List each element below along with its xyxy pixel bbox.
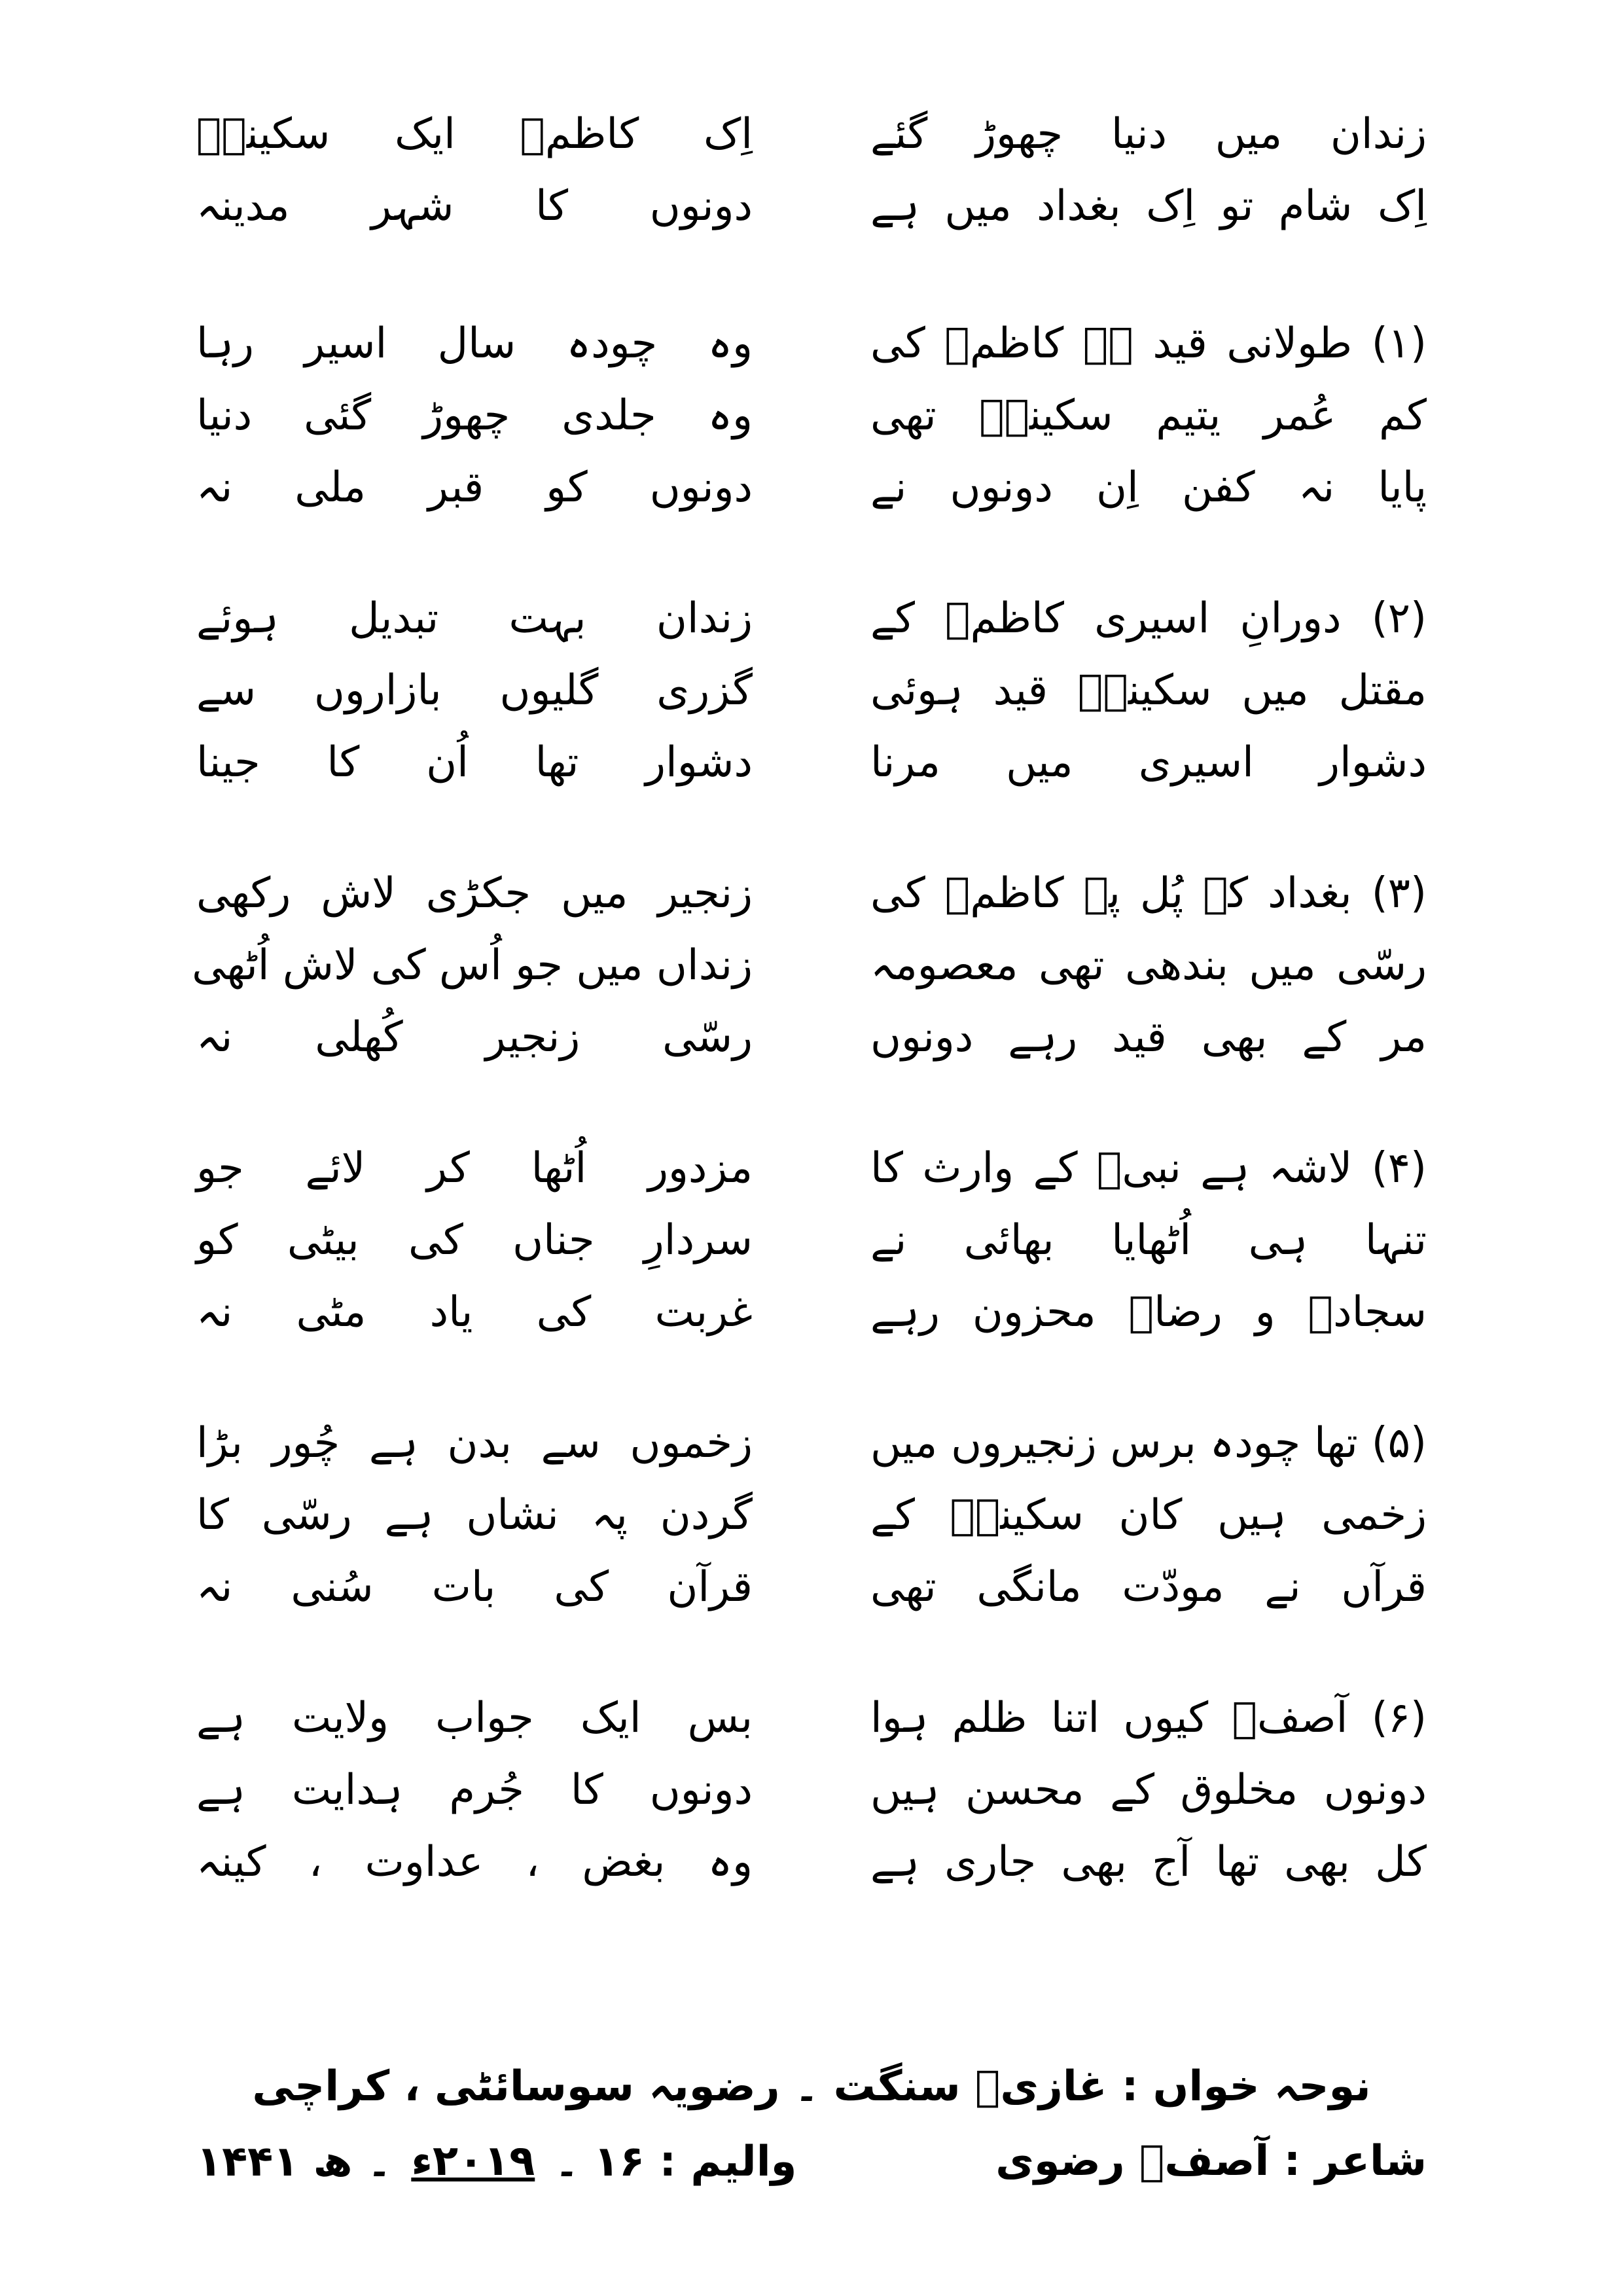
left-hemistich: دونوں کو قبر ملی نہ	[196, 463, 753, 512]
right-hemistich: کم عُمر یتیم سکینہؑ تھی	[870, 391, 1427, 440]
right-hemistich: (۶) آصفؔ کیوں اتنا ظلم ہوا	[870, 1694, 1427, 1742]
verse-line	[196, 1132, 1427, 1204]
left-hemistich: زندان بہت تبدیل ہوئے	[196, 594, 753, 643]
stanza	[196, 1407, 1427, 1623]
verse-line	[196, 1204, 1427, 1276]
verse-line	[196, 1826, 1427, 1898]
right-hemistich: مقتل میں سکینہؑ قید ہوئی	[870, 666, 1427, 715]
right-hemistich: اِک شام تو اِک بغداد میں ہے	[870, 182, 1427, 230]
right-hemistich: دشوار اسیری میں مرنا	[870, 738, 1427, 787]
left-hemistich: اِک کاظمؑ ایک سکینہؑ	[196, 110, 753, 158]
left-hemistich: وہ بغض ، عداوت ، کینہ	[196, 1838, 753, 1886]
left-hemistich: وہ چودہ سال اسیر رہا	[196, 319, 753, 368]
verse-line	[196, 857, 1427, 929]
album-label: والیم : ۱۶ ۔	[554, 2138, 797, 2186]
verse-line	[196, 1551, 1427, 1623]
left-hemistich: دونوں کا جُرم ہدایت ہے	[196, 1766, 753, 1814]
verse-line	[196, 1407, 1427, 1479]
verse-line	[196, 583, 1427, 655]
stanza	[196, 308, 1427, 524]
left-hemistich: بس ایک جواب ولایت ہے	[196, 1694, 753, 1742]
right-hemistich: دونوں مخلوق کے محسن ہیں	[870, 1766, 1427, 1814]
stanza	[196, 1132, 1427, 1348]
poet-credit: شاعر : آصفؔ رضوی	[995, 2137, 1427, 2185]
album-info	[196, 2137, 796, 2186]
right-hemistich: قرآں نے مودّت مانگی تھی	[870, 1563, 1427, 1611]
right-hemistich: (۴) لاشہ ہے نبیؐ کے وارث کا	[870, 1144, 1427, 1193]
right-hemistich: کل بھی تھا آج بھی جاری ہے	[870, 1838, 1427, 1886]
left-hemistich: غربت کی یاد مٹی نہ	[196, 1288, 753, 1336]
verse-line	[196, 726, 1427, 798]
right-hemistich: پایا نہ کفن اِن دونوں نے	[870, 463, 1427, 512]
right-hemistich: زندان میں دنیا چھوڑ گئے	[870, 110, 1427, 158]
left-hemistich: وہ جلدی چھوڑ گئی دنیا	[196, 391, 753, 440]
right-hemistich: (۲) دورانِ اسیری کاظمؑ کے	[870, 594, 1427, 643]
footer-credits	[196, 2137, 1427, 2186]
verse-line	[196, 170, 1427, 242]
left-hemistich: رسّی زنجیر کُھلی نہ	[196, 1013, 753, 1062]
left-hemistich: زنداں میں جو اُس کی لاش اُٹھی	[192, 941, 753, 990]
album-hijri: ۔ ھ ۱۴۴۱	[196, 2138, 392, 2186]
verse-line	[196, 98, 1427, 170]
reciter-credit: نوحہ خواں : غازیؑ سنگت ۔ رضویہ سوسائٹی ، کراچی	[252, 2062, 1371, 2111]
verse-line	[192, 929, 1427, 1001]
left-hemistich: دشوار تھا اُن کا جینا	[196, 738, 753, 787]
left-hemistich: زخموں سے بدن ہے چُور بڑا	[196, 1419, 753, 1467]
verse-line	[196, 380, 1427, 452]
right-hemistich: رسّی میں بندھی تھی معصومہ	[870, 941, 1427, 990]
right-hemistich: سجادؑ و رضاؑ محزون رہے	[870, 1288, 1427, 1336]
left-hemistich: قرآن کی بات سُنی نہ	[196, 1563, 753, 1611]
right-hemistich: تنہا ہی اُٹھایا بھائی نے	[870, 1216, 1427, 1265]
right-hemistich: مر کے بھی قید رہے دونوں	[870, 1013, 1427, 1062]
verse-line	[196, 452, 1427, 524]
left-hemistich: گزری گلیوں بازاروں سے	[196, 666, 753, 715]
verse-line	[196, 1682, 1427, 1754]
verse-line	[196, 1276, 1427, 1348]
verse-line	[196, 1754, 1427, 1826]
stanza	[196, 1682, 1427, 1898]
verse-line	[196, 655, 1427, 726]
right-hemistich: زخمی ہیں کان سکینہؑ کے	[870, 1491, 1427, 1539]
left-hemistich: دونوں کا شہر مدینہ	[196, 182, 753, 230]
right-hemistich: (۳) بغداد کے پُل پہ کاظمؑ کی	[870, 869, 1427, 918]
stanza	[196, 583, 1427, 798]
verse-line	[196, 1001, 1427, 1073]
stanza	[196, 98, 1427, 242]
right-hemistich: (۵) تھا چودہ برس زنجیروں میں	[870, 1419, 1427, 1467]
verse-line	[196, 1479, 1427, 1551]
left-hemistich: سردارِ جناں کی بیٹی کو	[196, 1216, 753, 1265]
left-hemistich: زنجیر میں جکڑی لاش رکھی	[196, 869, 753, 918]
verse-line	[196, 308, 1427, 380]
right-hemistich: (۱) طولانی قید ہے کاظمؑ کی	[870, 319, 1427, 368]
album-year: ۲۰۱۹ء	[411, 2137, 535, 2185]
left-hemistich: مزدور اُٹھا کر لائے جو	[196, 1144, 753, 1193]
stanza	[192, 857, 1427, 1073]
left-hemistich: گردن پہ نشاں ہے رسّی کا	[196, 1491, 753, 1539]
